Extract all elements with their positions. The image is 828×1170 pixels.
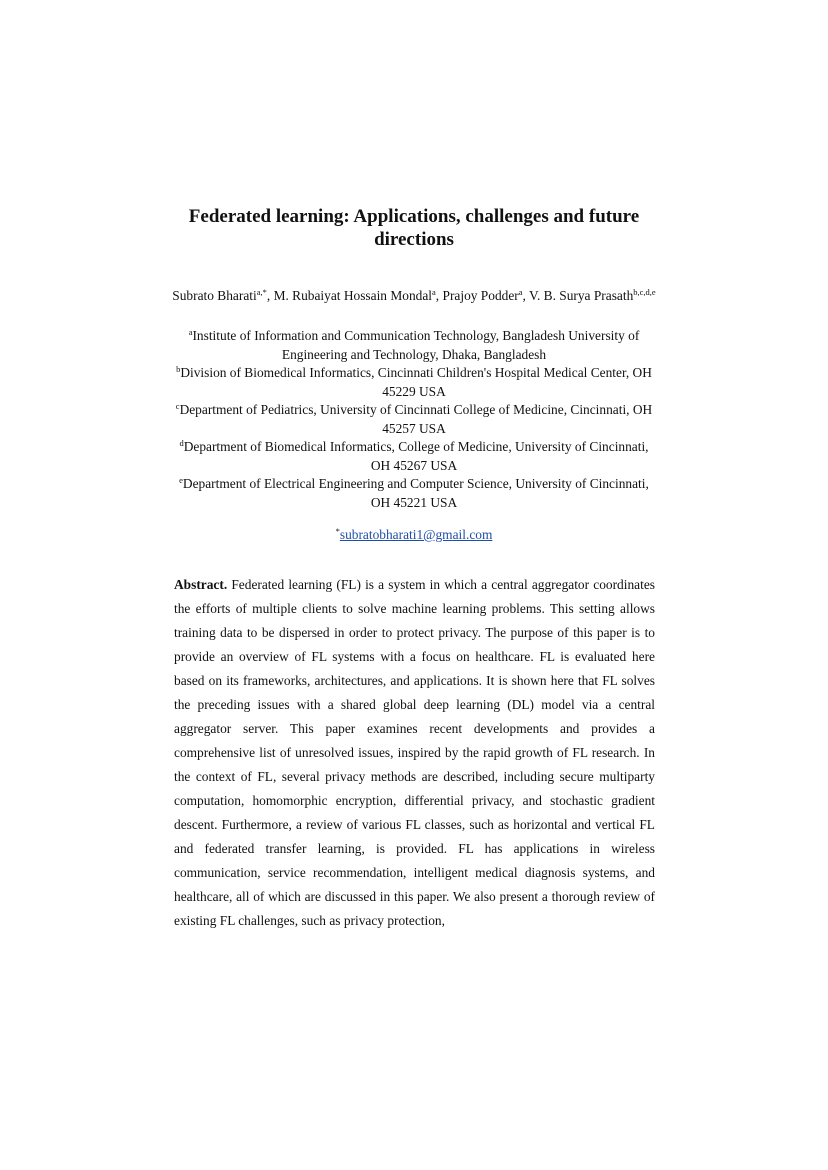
affiliation (170, 438, 658, 475)
abstract-text: Federated learning (FL) is a system in which a central aggregator coordinates the efforts of multiple clients to solve machine learning problems. This setting allows training data to be dispersed in order to protect privacy. The purpose of this paper is to provide an overview of FL systems with a focus on healthcare. FL is evaluated here based on its frameworks, architectures, and applications. It is shown here that FL solves the preceding issues with a shared global deep learning (DL) model via a central aggregator server. This paper examines recent developments and provides a comprehensive list of unresolved issues, inspired by the rapid growth of FL research. In the context of FL, several privacy methods are described, including secure multiparty computation, homomorphic encryption, differential privacy, and stochastic gradient descent. Furthermore, a review of various FL classes, such as horizontal and vertical FL and federated transfer learning, is provided. FL has applications in wireless communication, service recommendation, intelligent medical diagnosis systems, and healthcare, all of which are discussed in this paper. We also present a thorough review of existing FL challenges, such as privacy protection, (174, 577, 655, 928)
affiliation-text: Department of Biomedical Informatics, College of Medicine, University of Cincinnati, OH 45267 USA (183, 439, 649, 473)
author-separator: , (435, 288, 443, 303)
affiliation (170, 364, 658, 401)
email-link[interactable]: subratobharati1@gmail.com (339, 527, 493, 542)
affiliation-superscript: a (188, 327, 193, 337)
affiliation-text: Institute of Information and Communication Technology, Bangladesh University of Engineering and Technology, Dhaka, Bangladesh (192, 328, 640, 362)
paper-title: Federated learning: Applications, challenges and future directions (188, 206, 640, 250)
author-name: M. Rubaiyat Hossain Mondal (273, 288, 433, 303)
author-separator: , (266, 288, 274, 303)
author-list (170, 286, 658, 305)
affiliation-text: Department of Electrical Engineering and Computer Science, University of Cincinnati, OH 45221 USA (182, 476, 649, 510)
affiliation-text: Department of Pediatrics, University of Cincinnati College of Medicine, Cincinnati, OH 45257 USA (179, 402, 653, 436)
author-superscript: a,* (256, 287, 267, 297)
affiliation (170, 475, 658, 512)
author-superscript: a (518, 287, 523, 297)
author-superscript: a (432, 287, 436, 297)
abstract (174, 573, 655, 933)
corresponding-email (170, 525, 658, 544)
author-name: V. B. Surya Prasath (529, 288, 634, 303)
affiliation-superscript: c (175, 401, 180, 411)
abstract-label: Abstract. (174, 577, 228, 592)
author-superscript: b,c,d,e (633, 287, 656, 297)
author-separator: , (522, 288, 529, 303)
affiliation (170, 401, 658, 438)
affiliation-superscript: b (176, 364, 181, 374)
affiliation-superscript: d (179, 438, 184, 448)
author-name: Subrato Bharati (172, 288, 257, 303)
author-name: Prajoy Podder (442, 288, 519, 303)
affiliation-text: Division of Biomedical Informatics, Cincinnati Children's Hospital Medical Center, OH 45229 USA (180, 365, 652, 399)
affiliation-superscript: e (179, 475, 183, 485)
email-superscript: * (335, 526, 340, 536)
affiliation (170, 327, 658, 364)
affiliation-list (170, 327, 658, 512)
